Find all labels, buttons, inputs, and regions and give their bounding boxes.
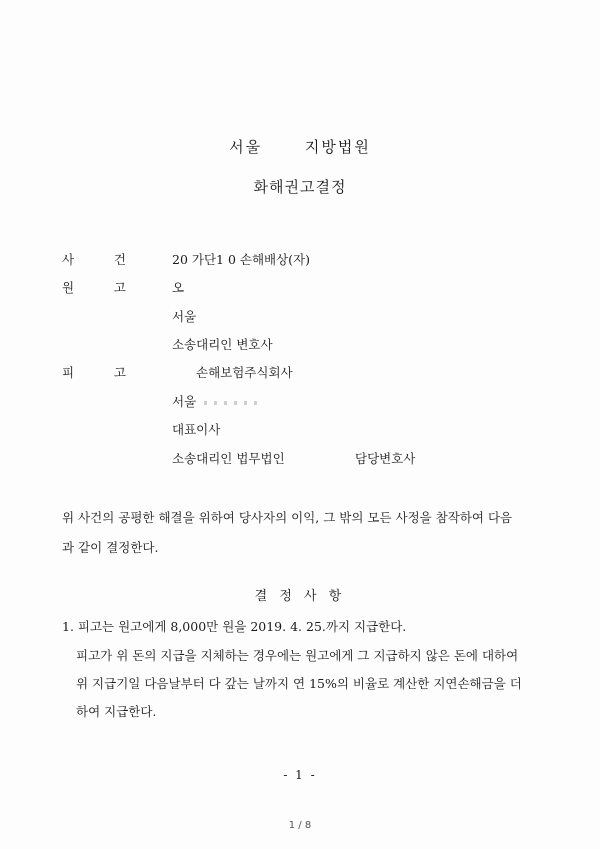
plaintiff-address: 서울 [172,309,197,324]
court-name [0,136,600,157]
decision-heading: 결 정 사 항 [254,589,346,604]
defendant-attorney-in-charge: 담당변호사 [355,451,416,466]
case-value: 20 가단1 0 손해배상(자) [172,252,311,267]
defendant-name: 손해보험주식회사 [196,365,293,380]
plaintiff-attorney: 소송대리인 변호사 [172,337,273,352]
defendant-address: 서울 [172,392,264,410]
intro-line-2: 과 같이 결정한다. [62,540,159,555]
intro-paragraph [62,503,538,563]
case-label: 사 건 [62,252,126,267]
defendant-representative: 대표이사 [172,422,221,437]
court-name-right: 지방법원 [304,138,371,156]
decision-item-1-detail-3: 하여 지급한다. [76,704,157,719]
page-number: - 1 - [283,768,317,782]
page-counter: 1 / 8 [288,820,312,831]
defendant-attorney: 소송대리인 법무법인 [172,451,285,466]
decision-item-1: 1. 피고는 원고에게 8,000만 원을 2019. 4. 25.까지 지급한다. [62,619,407,634]
intro-line-1: 위 사건의 공평한 해결을 위하여 당사자의 이익, 그 밖의 모든 사정을 참작하여 다음 [62,510,513,525]
plaintiff-label: 원 고 [62,280,126,295]
decision-item-1-detail-1: 피고가 위 돈의 지급을 지체하는 경우에는 원고에게 그 지급하지 않은 돈에 대하여 [76,648,519,663]
redaction-mark [204,401,264,405]
court-name-left: 서울 [229,138,263,156]
document-title: 화해권고결정 [253,178,347,196]
decision-item-1-detail-2: 위 지급기일 다음날부터 다 갚는 날까지 연 15%의 비율로 계산한 지연손해금을 더 [76,676,522,691]
plaintiff-name: 오 [172,280,185,295]
defendant-label: 피 고 [62,365,126,380]
